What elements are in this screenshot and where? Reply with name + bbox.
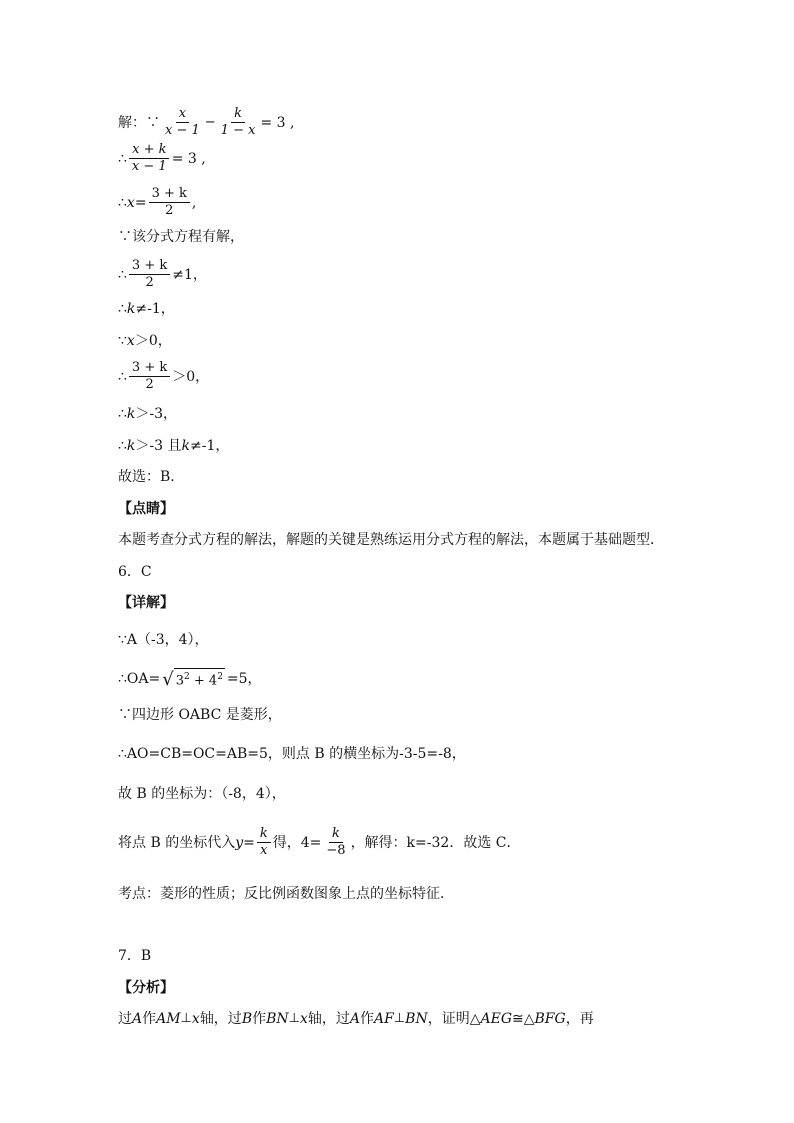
solution6-line-2: ∴OA= √ $3^2 + 4^2$ =5， xyxy=(118,669,262,691)
section-heading-fenxi: 【分析】 xyxy=(118,980,174,996)
solution-line-7: ∵ x ＞0， xyxy=(118,333,172,349)
question-7-answer: 7．B xyxy=(118,948,152,964)
fraction: $\frac{3 + k}{2}$ xyxy=(129,360,170,393)
solution6-line-5: 故 B 的坐标为：（-8，4）， xyxy=(118,786,286,802)
solution6-line-1: ∵A（-3，4）， xyxy=(118,632,209,648)
fraction: $\frac{k}{x}$ xyxy=(257,826,271,859)
solution-line-3: ∴ x = $\frac{3 + k}{2}$ , xyxy=(118,186,197,218)
solution6-line-3: ∵四边形 OABC 是菱形， xyxy=(118,707,282,723)
solution6-line-6: 将点 B 的坐标代入 y = $\frac{k}{x}$ 得，4= $\frac{k}{-8}$ ，解得：k=-32．故选 C． xyxy=(118,826,521,858)
solution-line-10: ∴ k ＞-3 且 k ≠-1， xyxy=(118,438,230,454)
analysis-line-1: 过 A 作 AM ⊥ x 轴，过 B 作 BN ⊥ x 轴，过 A 作 AF ⊥ BN ，证明△ AEG ≅△ BFG ，再 xyxy=(118,1011,594,1027)
fraction: $\frac{3 + k}{2}$ xyxy=(149,186,190,219)
solution-line-6: ∴ k ≠-1， xyxy=(118,301,175,317)
solution-line-4: ∵该分式方程有解， xyxy=(118,229,244,245)
answer-line: 故选：B． xyxy=(118,469,185,485)
fraction: $\frac{k}{1 - x}$ xyxy=(220,106,256,138)
question-6-answer: 6．C xyxy=(118,564,152,580)
comment-line: 本题考查分式方程的解法，解题的关键是熟练运用分式方程的解法，本题属于基础题型． xyxy=(118,532,664,548)
fraction: $\frac{k}{-8}$ xyxy=(326,826,346,858)
text: 解：∵ xyxy=(118,114,160,131)
solution-line-1: 解：∵ $\frac{x}{x - 1}$ − $\frac{k}{1 - x}$ = 3 , xyxy=(118,106,295,138)
section-heading-dianjing: 【点睛】 xyxy=(118,501,174,517)
fraction: $\frac{3 + k}{2}$ xyxy=(129,258,170,291)
solution-line-2: ∴ $\frac{x + k}{x - 1}$ = 3 , xyxy=(118,142,206,174)
square-root: √ $3^2 + 4^2$ xyxy=(162,669,223,691)
fraction: $\frac{x + k}{x - 1}$ xyxy=(129,142,170,175)
fraction: $\frac{x}{x - 1}$ xyxy=(165,106,200,138)
solution-line-5: ∴ $\frac{3 + k}{2}$ ≠1， xyxy=(118,258,207,290)
kaodian-line: 考点：菱形的性质；反比例函数图象上点的坐标特征． xyxy=(118,886,454,902)
solution-line-8: ∴ $\frac{3 + k}{2}$ ＞0， xyxy=(118,360,210,392)
section-heading-xiangjie: 【详解】 xyxy=(118,595,174,611)
solution6-line-4: ∴AO=CB=OC=AB=5，则点 B 的横坐标为-3-5=-8， xyxy=(118,746,466,762)
solution-line-9: ∴ k ＞-3， xyxy=(118,406,178,422)
